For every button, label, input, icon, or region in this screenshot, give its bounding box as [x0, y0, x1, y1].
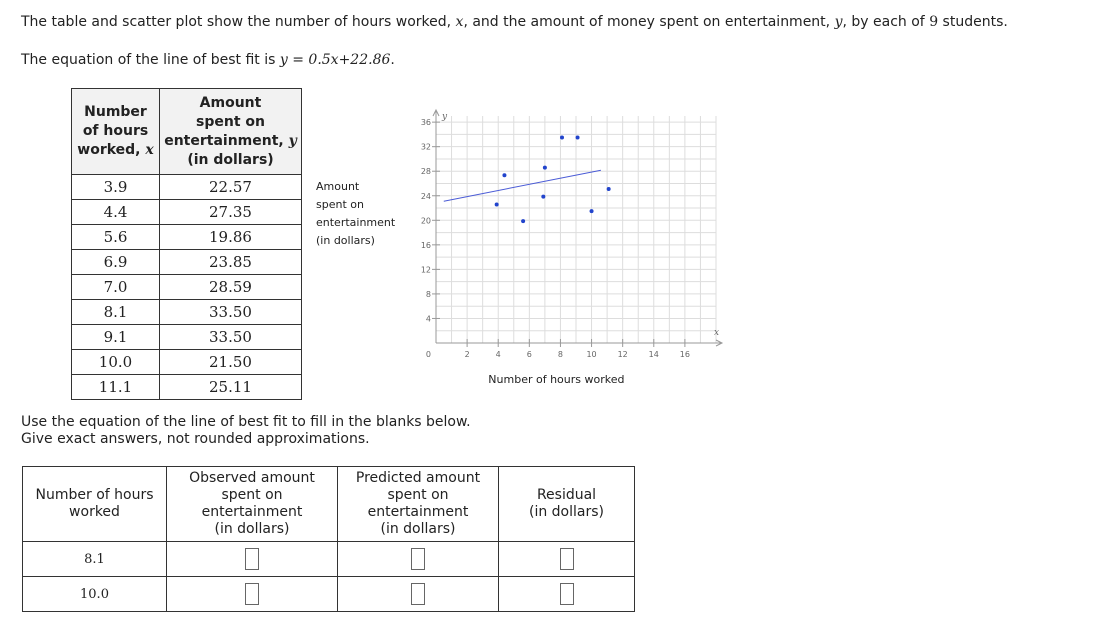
instructions: Use the equation of the line of best fit to fill in the blanks below. Give exact answers, not rounded approximations.	[21, 414, 471, 447]
x-tick-label: 2	[464, 350, 470, 359]
x-tick-label: 16	[679, 350, 690, 359]
x-tick-label: 10	[586, 350, 597, 359]
x-tick-label: 4	[495, 350, 501, 359]
table-row: 4.4 27.35	[72, 200, 302, 225]
table-row: 10.0	[23, 577, 635, 612]
answer-header-residual: Residual (in dollars)	[499, 467, 635, 542]
y-tick-label: 20	[420, 216, 431, 226]
scatter-plot	[418, 100, 728, 390]
intro-text: The table and scatter plot show the number of hours worked, x, and the amount of money spent on entertainment, y, by each of 9 students.	[21, 14, 1008, 30]
x-tick-label: 12	[617, 350, 628, 359]
y-axis-var: y	[442, 112, 448, 122]
origin-label: 0	[425, 350, 431, 359]
table-row: 9.1 33.50	[72, 325, 302, 350]
predicted-input[interactable]	[411, 583, 425, 605]
header-amount: Amount spent on entertainment, y (in dollars)	[160, 89, 302, 175]
equation-text: The equation of the line of best fit is y = 0.5x+22.86.	[21, 52, 395, 68]
x-axis-label: Number of hours worked	[488, 373, 625, 386]
y-tick-label: 32	[420, 142, 431, 152]
y-tick-label: 8	[425, 289, 431, 299]
data-table	[71, 88, 302, 400]
y-tick-label: 4	[425, 314, 431, 324]
residual-input[interactable]	[560, 548, 574, 570]
y-tick-label: 28	[420, 167, 431, 177]
table-row: 11.1 25.11	[72, 375, 302, 400]
predicted-input[interactable]	[411, 548, 425, 570]
y-tick-label: 24	[420, 191, 431, 201]
answer-table	[22, 466, 635, 612]
residual-input[interactable]	[560, 583, 574, 605]
table-row: 7.0 28.59	[72, 275, 302, 300]
data-point	[502, 173, 506, 177]
header-hours: Number of hours worked, x	[72, 89, 160, 175]
y-axis-label: Amount spent on entertainment (in dollars)	[316, 180, 396, 247]
table-row: 8.1	[23, 542, 635, 577]
table-row: 5.6 19.86	[72, 225, 302, 250]
data-point	[495, 203, 499, 207]
x-axis-var: x	[714, 328, 720, 338]
answer-header-predicted: Predicted amount spent on entertainment (in dollars)	[338, 467, 499, 542]
answer-header-observed: Observed amount spent on entertainment (in dollars)	[167, 467, 338, 542]
data-point	[543, 166, 547, 170]
table-row: 10.0 21.50	[72, 350, 302, 375]
observed-input[interactable]	[245, 583, 259, 605]
data-point	[521, 219, 525, 223]
data-point	[541, 195, 545, 199]
data-point	[560, 135, 564, 139]
data-point	[607, 187, 611, 191]
x-tick-label: 14	[648, 350, 659, 359]
y-tick-label: 12	[420, 265, 431, 275]
observed-input[interactable]	[245, 548, 259, 570]
table-row: 6.9 23.85	[72, 250, 302, 275]
best-fit-equation: y = 0.5x+22.86	[279, 52, 391, 68]
x-tick-label: 8	[557, 350, 563, 359]
table-row: 8.1 33.50	[72, 300, 302, 325]
y-tick-label: 16	[420, 240, 431, 250]
answer-header-hours: Number of hours worked	[23, 467, 167, 542]
table-row: 3.9 22.57	[72, 175, 302, 200]
data-point	[576, 135, 580, 139]
data-point	[590, 209, 594, 213]
y-tick-label: 36	[420, 118, 431, 128]
x-tick-label: 6	[526, 350, 532, 359]
